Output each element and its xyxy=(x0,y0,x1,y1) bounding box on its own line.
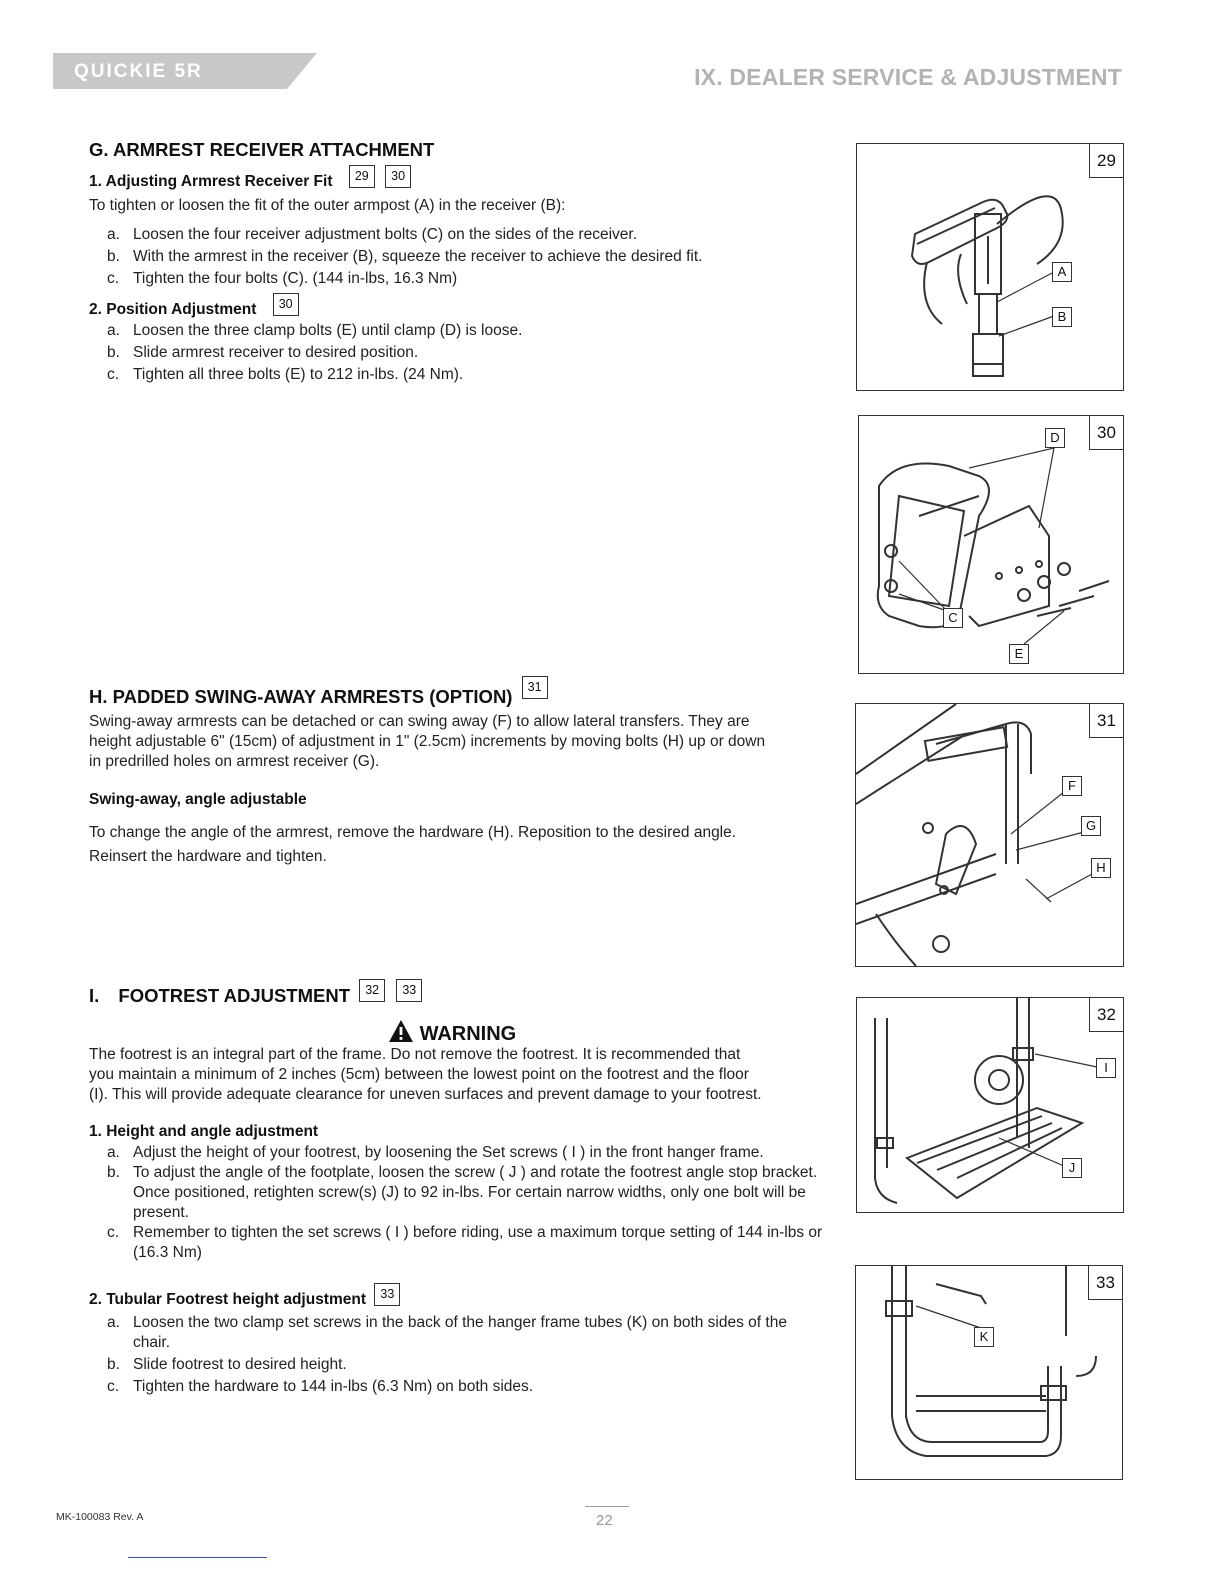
label-f: F xyxy=(1062,776,1082,796)
section-h-heading xyxy=(89,680,548,711)
section-i-marker: I. xyxy=(89,985,100,1006)
section-i-sub1-steps xyxy=(89,1143,824,1263)
ref-figure-30: 30 xyxy=(385,165,411,188)
list-item: a. Loosen the three clamp bolts (E) until clamp (D) is loose. xyxy=(107,322,523,339)
label-j: J xyxy=(1062,1158,1082,1178)
text-line: The footrest is an integral part of the frame. Do not remove the footrest. It is recommended that xyxy=(89,1046,741,1063)
label-c: C xyxy=(943,608,963,628)
section-g-sub2-title: 2. Position Adjustment xyxy=(89,301,257,318)
text-line: To change the angle of the armrest, remove the hardware (H). Reposition to the desired angle. xyxy=(89,824,737,841)
list-item: c. Tighten the hardware to 144 in-lbs (6.3 Nm) on both sides. xyxy=(107,1378,534,1395)
ref-figure-33: 33 xyxy=(374,1283,400,1306)
label-i: I xyxy=(1096,1058,1116,1078)
section-g-sub1-heading xyxy=(89,171,411,194)
ref-figure-31: 31 xyxy=(522,676,548,699)
ref-figure-33: 33 xyxy=(396,979,422,1002)
figure-30 xyxy=(858,415,1124,674)
warning-label: WARNING xyxy=(419,1023,517,1045)
section-g-sub2-steps xyxy=(89,321,829,385)
warning-icon xyxy=(388,1019,414,1043)
ref-figure-32: 32 xyxy=(359,979,385,1002)
label-a: A xyxy=(1052,262,1072,282)
section-g-sub1-steps xyxy=(89,225,829,289)
list-item: a. Adjust the height of your footrest, by loosening the Set screws ( I ) in the front hanger frame. xyxy=(107,1144,764,1161)
section-g-title: G. ARMREST RECEIVER ATTACHMENT xyxy=(89,139,435,160)
section-g-sub1-title: 1. Adjusting Armrest Receiver Fit xyxy=(89,173,333,190)
section-i-sub2-title: 2. Tubular Footrest height adjustment xyxy=(89,1291,367,1308)
chapter-title: IX. DEALER SERVICE & ADJUSTMENT xyxy=(694,64,1122,90)
figure-number: 29 xyxy=(1089,143,1124,178)
list-item: c. Tighten the four bolts (C). (144 in-lbs, 16.3 Nm) xyxy=(107,270,458,287)
section-h-sub-title: Swing-away, angle adjustable xyxy=(89,791,307,808)
list-item: b. To adjust the angle of the footplate, loosen the screw ( J ) and rotate the footrest angle stop bracket. Once positioned, retighten screw(s) (J) to 92 in-lbs. For certain narrow widths, only one bolt will be present. xyxy=(107,1164,818,1221)
section-i-sub1-title: 1. Height and angle adjustment xyxy=(89,1123,319,1140)
page-number: 22 xyxy=(596,1512,613,1529)
section-h-sub-paragraph xyxy=(89,821,829,869)
figure-29 xyxy=(856,143,1124,391)
footrest-illustration xyxy=(857,998,1123,1212)
warning-banner xyxy=(388,1019,516,1046)
label-g: G xyxy=(1081,816,1101,836)
list-item: c. Remember to tighten the set screws ( I ) before riding, use a maximum torque setting of 144 in-lbs or (16.3 Nm) xyxy=(107,1224,823,1261)
text-line: in predrilled holes on armrest receiver (G). xyxy=(89,753,380,770)
section-i-sub2-heading xyxy=(89,1289,400,1312)
list-item: a. Loosen the two clamp set screws in the back of the hanger frame tubes (K) on both sides of the chair. xyxy=(107,1314,787,1351)
figure-32 xyxy=(856,997,1124,1213)
text-line: (I). This will provide adequate clearance for uneven surfaces and prevent damage to your footrest. xyxy=(89,1086,762,1103)
text-line: Reinsert the hardware and tighten. xyxy=(89,848,327,865)
text-line: height adjustable 6" (15cm) of adjustment in 1" (2.5cm) increments by moving bolts (H) up or down xyxy=(89,733,766,750)
list-item: c. Tighten all three bolts (E) to 212 in-lbs. (24 Nm). xyxy=(107,366,464,383)
ref-figure-29: 29 xyxy=(349,165,375,188)
link-underline xyxy=(128,1557,267,1558)
warning-text xyxy=(89,1045,839,1105)
figure-number: 33 xyxy=(1088,1265,1123,1300)
section-g-sub1-intro: To tighten or loosen the fit of the outer armpost (A) in the receiver (B): xyxy=(89,197,566,214)
section-h-title: H. PADDED SWING-AWAY ARMRESTS (OPTION) xyxy=(89,686,513,707)
figure-31 xyxy=(855,703,1124,967)
figure-33 xyxy=(855,1265,1123,1480)
ref-figure-30: 30 xyxy=(273,293,299,316)
tubular-footrest-illustration xyxy=(856,1266,1122,1479)
list-item: b. Slide armrest receiver to desired position. xyxy=(107,344,419,361)
section-h-paragraph xyxy=(89,712,829,772)
document-id: MK-100083 Rev. A xyxy=(56,1511,144,1523)
clamp-bolts-illustration xyxy=(859,416,1123,673)
section-i-sub2-steps xyxy=(89,1313,824,1397)
section-i-title: FOOTREST ADJUSTMENT xyxy=(118,985,351,1006)
figure-number: 32 xyxy=(1089,997,1124,1032)
label-h: H xyxy=(1091,858,1111,878)
label-d: D xyxy=(1045,428,1065,448)
section-g-sub2-heading xyxy=(89,299,299,322)
figure-number: 30 xyxy=(1089,415,1124,450)
brand-title: QUICKIE 5R xyxy=(74,61,203,82)
label-e: E xyxy=(1009,644,1029,664)
armrest-receiver-illustration xyxy=(857,144,1123,390)
label-k: K xyxy=(974,1327,994,1347)
list-item: b. Slide footrest to desired height. xyxy=(107,1356,347,1373)
text-line: you maintain a minimum of 2 inches (5cm) between the lowest point on the footrest and the floor xyxy=(89,1066,749,1083)
text-line: Swing-away armrests can be detached or can swing away (F) to allow lateral transfers. They are xyxy=(89,713,750,730)
section-i-heading xyxy=(89,985,422,1010)
list-item: b. With the armrest in the receiver (B), squeeze the receiver to achieve the desired fit. xyxy=(107,248,703,265)
page-number-rule xyxy=(585,1506,629,1507)
list-item: a. Loosen the four receiver adjustment bolts (C) on the sides of the receiver. xyxy=(107,226,638,243)
label-b: B xyxy=(1052,307,1072,327)
figure-number: 31 xyxy=(1089,703,1124,738)
